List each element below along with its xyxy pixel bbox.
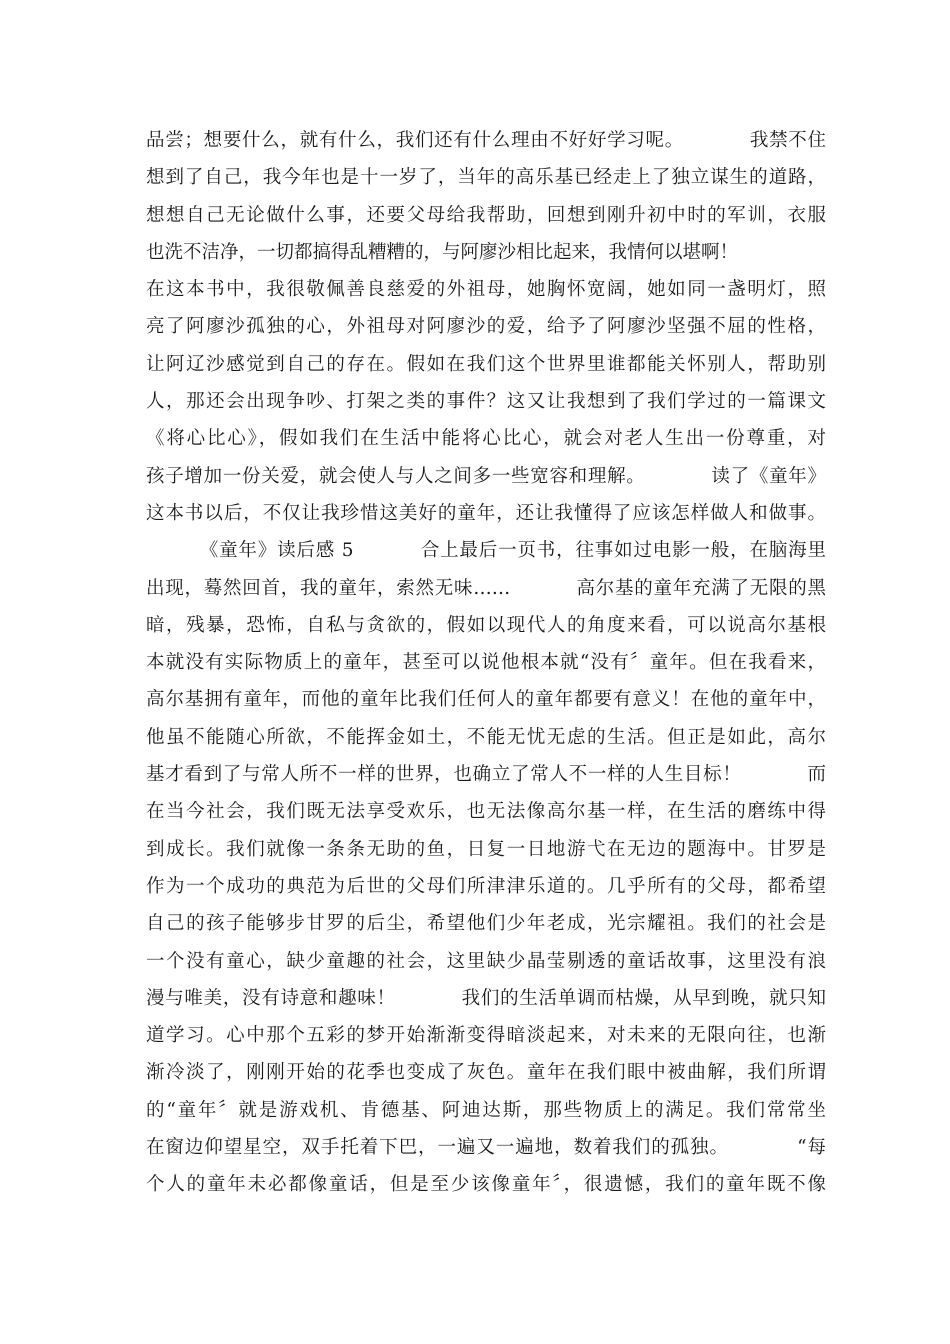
text-line: 想想自己无论做什么事，还要父母给我帮助，回想到刚升初中时的军训，衣服: [146, 204, 826, 226]
text-line: 道学习。心中那个五彩的梦开始渐渐变得暗淡起来，对未来的无限向往，也渐: [146, 1025, 826, 1047]
text-line: 让阿辽沙感觉到自己的存在。假如在我们这个世界里谁都能关怀别人，帮助别: [146, 353, 826, 375]
text-line: 到成长。我们就像一条条无助的鱼，日复一日地游弋在无边的题海中。甘罗是: [146, 838, 826, 860]
text-line: 品尝；想要什么，就有什么，我们还有什么理由不好好学习呢。 我禁不住: [146, 130, 826, 151]
text-line: 《将心比心》，假如我们在生活中能将心比心，就会对老人生出一份尊重，对: [146, 428, 826, 450]
text-line: 自己的孩子能够步甘罗的后尘，希望他们少年老成，光宗耀祖。我们的社会是: [146, 913, 826, 935]
text-line: 暗，残暴，恐怖，自私与贪欲的，假如以现代人的角度来看，可以说高尔基根: [146, 614, 826, 636]
text-line: 想到了自己，我今年也是十一岁了，当年的高乐基已经走上了独立谋生的道路，: [146, 167, 826, 189]
text-line: 亮了阿廖沙孤独的心，外祖母对阿廖沙的爱，给予了阿廖沙坚强不屈的性格，: [146, 316, 826, 338]
text-line: 人，那还会出现争吵、打架之类的事件？这又让我想到了我们学过的一篇课文: [146, 391, 826, 413]
text-line: 孩子增加一份关爱，就会使人与人之间多一些宽容和理解。 读了《童年》: [146, 465, 826, 487]
text-line: 个人的童年未必都像童话，但是至少该像童年〞，很遗憾，我们的童年既不像: [146, 1174, 826, 1196]
text-line: 基才看到了与常人所不一样的世界，也确立了常人不一样的人生目标！ 而: [146, 764, 826, 786]
text-line: 渐冷淡了，刚刚开始的花季也变成了灰色。童年在我们眼中被曲解，我们所谓: [146, 1062, 826, 1084]
text-line: 在当今社会，我们既无法享受欢乐，也无法像高尔基一样，在生活的磨练中得: [146, 801, 826, 823]
text-line: 本就没有实际物质上的童年，甚至可以说他根本就“没有〞童年。但在我看来，: [146, 652, 826, 674]
essay-text-block: [146, 122, 826, 1204]
text-line: 《童年》读后感 5 合上最后一页书，往事如过电影一般，在脑海里: [146, 540, 826, 562]
text-line: 在窗边仰望星空，双手托着下巴，一遍又一遍地，数着我们的孤独。 “每: [146, 1137, 826, 1159]
text-line: 一个没有童心，缺少童趣的社会，这里缺少晶莹剔透的童话故事，这里没有浪: [146, 950, 826, 972]
text-line: 他虽不能随心所欲，不能挥金如土，不能无忧无虑的生活。但正是如此，高尔: [146, 726, 826, 748]
text-line: 出现，蓦然回首，我的童年，索然无味…… 高尔基的童年充满了无限的黑: [146, 577, 826, 599]
text-line: 也洗不洁净，一切都搞得乱糟糟的，与阿廖沙相比起来，我情何以堪啊！: [146, 241, 739, 263]
text-line: 漫与唯美，没有诗意和趣味！ 我们的生活单调而枯燥，从早到晚，就只知: [146, 987, 826, 1009]
text-line: 高尔基拥有童年，而他的童年比我们任何人的童年都要有意义！在他的童年中，: [146, 689, 826, 711]
text-line: 的“童年〞就是游戏机、肯德基、阿迪达斯，那些物质上的满足。我们常常坐: [146, 1099, 826, 1121]
text-line: 这本书以后，不仅让我珍惜这美好的童年，还让我懂得了应该怎样做人和做事。: [146, 502, 826, 524]
text-line: 作为一个成功的典范为后世的父母们所津津乐道的。几乎所有的父母，都希望: [146, 875, 826, 897]
text-line: 在这本书中，我很敬佩善良慈爱的外祖母，她胸怀宽阔，她如同一盏明灯，照: [146, 279, 826, 301]
